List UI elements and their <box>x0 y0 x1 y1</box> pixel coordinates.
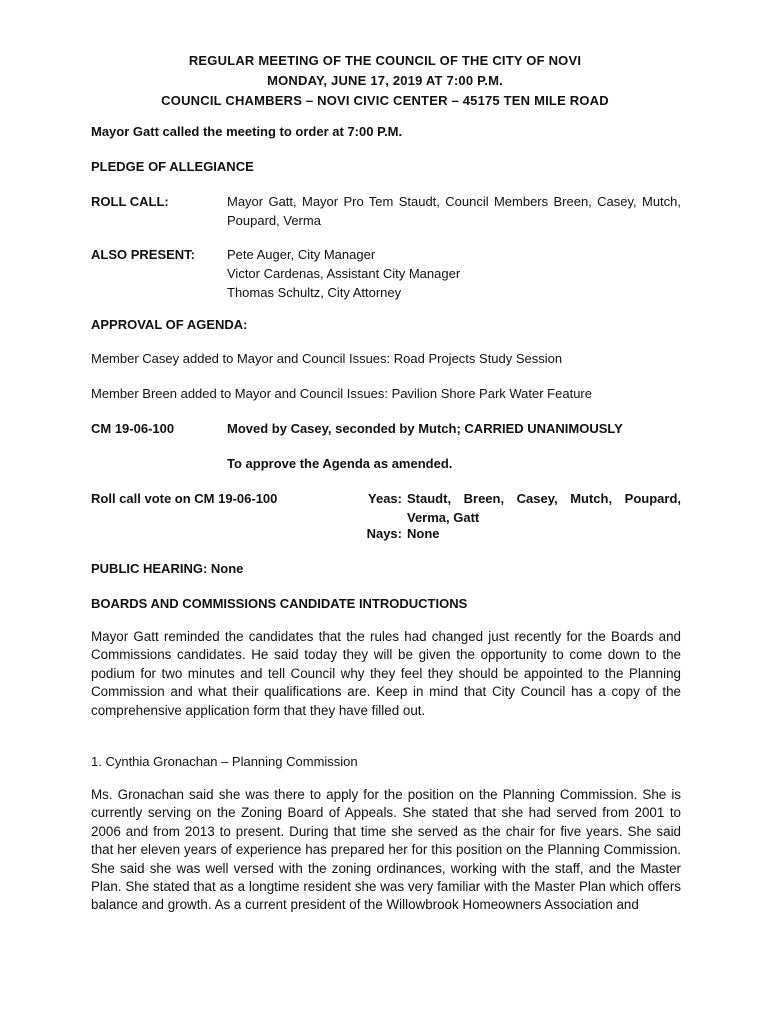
boards-paragraph: Mayor Gatt reminded the candidates that the rules had changed just recently for the Boards and Commissions candidates. He said today they will be given the opportunity to come down to the podium for two minutes and tell Council why they feel they should be appointed to the Planning Commission and what their qualifications are. Keep in mind that City Council has a copy of the comprehensive application form that they have filled out. <box>91 629 681 718</box>
candidate-title: 1. Cynthia Gronachan – Planning Commission <box>91 754 358 769</box>
roll-call-vote-label: Roll call vote on CM 19-06-100 <box>91 491 278 506</box>
header-date: MONDAY, JUNE 17, 2019 AT 7:00 P.M. <box>267 73 503 88</box>
call-to-order: Mayor Gatt called the meeting to order at 7:00 P.M. <box>91 124 403 139</box>
yeas-label: Yeas: <box>368 491 402 506</box>
yeas-value: Staudt, Breen, Casey, Mutch, Poupard, Verma, Gatt <box>407 491 681 525</box>
also-present-name: Pete Auger, City Manager <box>227 247 376 262</box>
nays-value: None <box>407 526 440 541</box>
roll-call-value: Mayor Gatt, Mayor Pro Tem Staudt, Council Members Breen, Casey, Mutch, Poupard, Verma <box>227 194 681 228</box>
document-header <box>0 51 770 111</box>
motion-text: Moved by Casey, seconded by Mutch; CARRIED UNANIMOUSLY <box>227 421 623 436</box>
agenda-addition-casey: Member Casey added to Mayor and Council Issues: Road Projects Study Session <box>91 351 563 366</box>
roll-call-label: ROLL CALL: <box>91 194 169 209</box>
also-present-name: Victor Cardenas, Assistant City Manager <box>227 266 461 281</box>
public-hearing: PUBLIC HEARING: None <box>91 561 244 576</box>
also-present-name: Thomas Schultz, City Attorney <box>227 285 402 300</box>
pledge-heading: PLEDGE OF ALLEGIANCE <box>91 159 254 174</box>
also-present-list <box>227 245 681 302</box>
candidate-paragraph: Ms. Gronachan said she was there to apply for the position on the Planning Commission. She is currently serving on the Zoning Board of Appeals. She stated that she had served from 2001 to 2006 and from 2013 to present. During that time she served as the chair for five years. She said that her eleven years of experience has prepared her for this position on the Planning Commission. She said she was well versed with the zoning ordinances, working with the staff, and the Master Plan. She stated that as a longtime resident she was very familiar with the Master Plan which offers balance and growth. As a current president of the Willowbrook Homeowners Association and <box>91 787 681 913</box>
motion-id: CM 19-06-100 <box>91 421 175 436</box>
also-present-label: ALSO PRESENT: <box>91 247 196 262</box>
motion-purpose: To approve the Agenda as amended. <box>227 456 453 471</box>
header-location: COUNCIL CHAMBERS – NOVI CIVIC CENTER – 45175 TEN MILE ROAD <box>161 93 609 108</box>
nays-label: Nays: <box>366 526 402 541</box>
agenda-addition-breen: Member Breen added to Mayor and Council Issues: Pavilion Shore Park Water Feature <box>91 386 592 401</box>
approval-heading: APPROVAL OF AGENDA: <box>91 317 248 332</box>
header-title: REGULAR MEETING OF THE COUNCIL OF THE CITY OF NOVI <box>188 53 582 68</box>
boards-heading: BOARDS AND COMMISSIONS CANDIDATE INTRODUCTIONS <box>91 596 468 611</box>
